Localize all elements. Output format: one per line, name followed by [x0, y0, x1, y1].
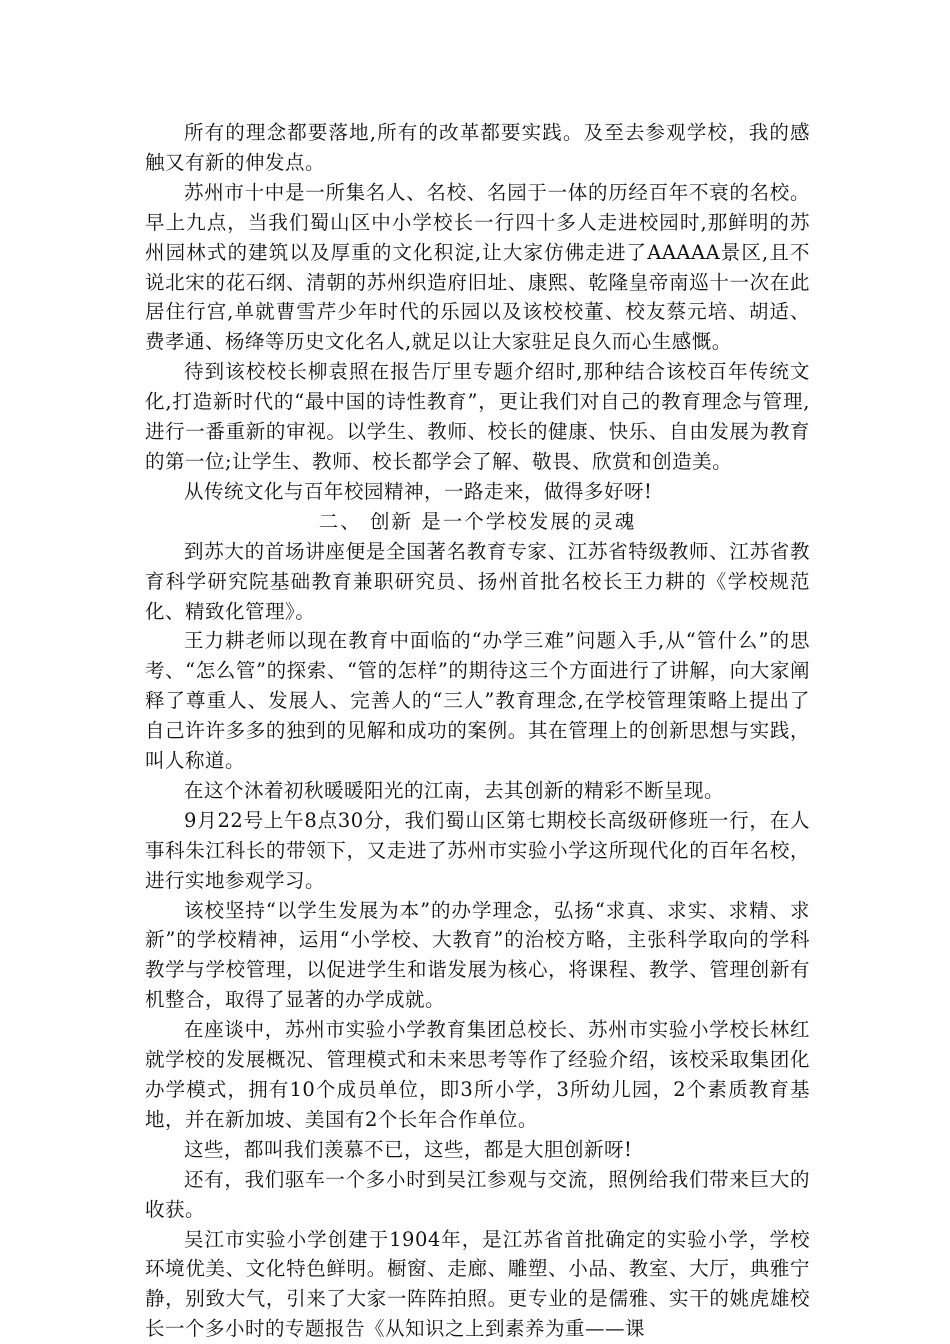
section-heading: 二、 创新 是一个学校发展的灵魂 — [318, 509, 637, 533]
paragraph-autumn-jiangnan: 在这个沐着初秋暖暖阳光的江南，去其创新的精彩不断呈现。 — [184, 778, 725, 802]
paragraph-wujiang-school: 吴江市实验小学创建于1904年，是江苏省首批确定的实验小学，学校环境优美、文化特色鲜明。橱窗、走廊、雕塑、小品、教室、大厅，典雅宁静，别致大气，引来了大家一阵阵拍照。更专业的是儒雅、实干的姚虎雄校长一个多小时的专题报告《从知识之上到素养为重——课 — [145, 1227, 810, 1341]
paragraph-wujiang-trip: 还有，我们驱车一个多小时到吴江参观与交流，照例给我们带来巨大的收获。 — [145, 1167, 810, 1221]
paragraph-visit-date: 9月22号上午8点30分，我们蜀山区第七期校长高级研修班一行，在人事科朱江科长的带领下，又走进了苏州市实验小学这所现代化的百年名校，进行实地参观学习。 — [145, 808, 810, 892]
paragraph-lecture-content: 王力耕老师以现在教育中面临的“办学三难”问题入手,从“管什么”的思考、“怎么管”的探索、“管的怎样”的期待这三个方面进行了讲解，向大家阐释了尊重人、发展人、完善人的“三人”教育理念,在学校管理策略上提出了自己许许多多的独到的见解和成功的案例。其在管理上的创新思想与实践，叫人称道。 — [145, 629, 810, 773]
paragraph-envy-innovation: 这些，都叫我们羡慕不已，这些，都是大胆创新呀! — [184, 1137, 633, 1161]
paragraph-tradition-summary: 从传统文化与百年校园精神，一路走来，做得多好呀! — [184, 479, 653, 503]
paragraph-ideas-practice: 所有的理念都要落地,所有的改革都要实践。及至去参观学校，我的感触又有新的伸发点。 — [145, 121, 810, 174]
paragraph-principal-report: 待到该校校长柳袁照在报告厅里专题介绍时,那种结合该校百年传统文化,打造新时代的“最中国的诗性教育”，更让我们对自己的教育理念与管理,进行一番重新的审视。以学生、教师、校长的健康、快乐、自由发展为教育的第一位;让学生、教师、校长都学会了解、敬畏、欣赏和创造美。 — [145, 360, 810, 473]
document-page — [145, 118, 810, 1344]
paragraph-school-philosophy: 该校坚持“以学生发展为本”的办学理念，弘扬“求真、求实、求精、求新”的学校精神，运用“小学校、大教育”的治校方略，主张科学取向的学科教学与学校管理，以促进学生和谐发展为核心，将课程、教学、管理创新有机整合，取得了显著的办学成就。 — [145, 898, 810, 1012]
paragraph-suzhou-no10-school: 苏州市十中是一所集名人、名校、名园于一体的历经百年不衰的名校。早上九点，当我们蜀山区中小学校长一行四十多人走进校园时,那鲜明的苏州园林式的建筑以及厚重的文化积淀,让大家仿佛走进了AAAAA景区,且不说北宋的花石纲、清朝的苏州织造府旧址、康熙、乾隆皇帝南巡十一次在此居住行宫,单就曹雪芹少年时代的乐园以及该校校董、校友蔡元培、胡适、费孝通、杨绛等历史文化名人,就足以让大家驻足良久而心生感慨。 — [145, 180, 810, 354]
paragraph-lecture-intro: 到苏大的首场讲座便是全国著名教育专家、江苏省特级教师、江苏省教育科学研究院基础教育兼职研究员、扬州首批名校长王力耕的《学校规范化、精致化管理》。 — [145, 539, 810, 623]
paragraph-symposium: 在座谈中，苏州市实验小学教育集团总校长、苏州市实验小学校长林红就学校的发展概况、管理模式和未来思考等作了经验介绍，该校采取集团化办学模式，拥有10个成员单位，即3所小学，3所幼儿园，2个素质教育基地，并在新加坡、美国有2个长年合作单位。 — [145, 1018, 810, 1131]
